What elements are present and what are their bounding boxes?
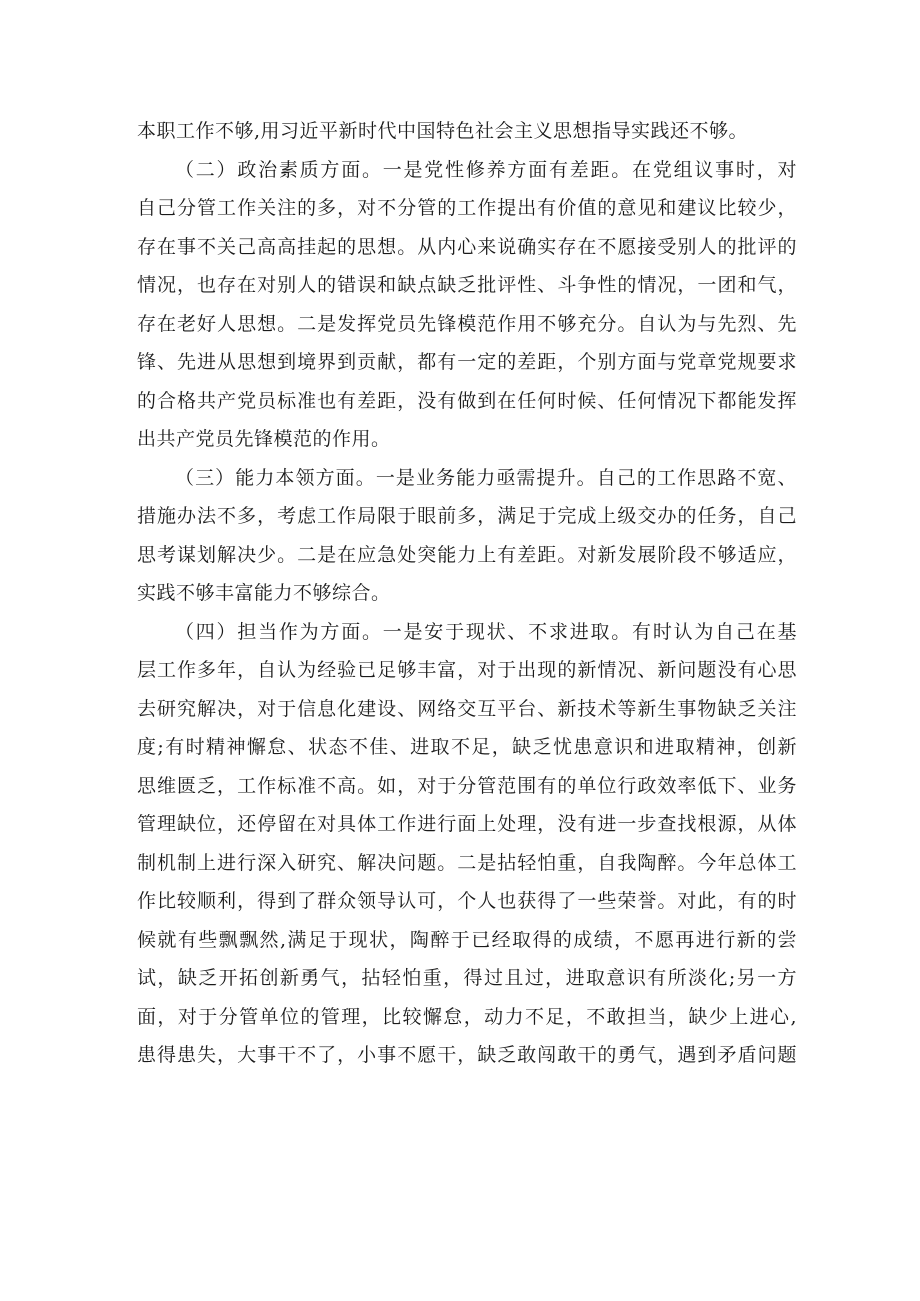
text-line: 去研究解决，对于信息化建设、网络交互平台、新技术等新生事物缺乏关注 [137,697,797,720]
text-line: 实践不够丰富能力不够综合。 [137,582,391,604]
text-line: 候就有些飘飘然,满足于现状，陶醉于已经取得的成绩，不愿再进行新的尝 [137,928,797,951]
text-line: 试，缺乏开拓创新勇气，拈轻怕重，得过且过，进取意识有所淡化;另一方 [137,967,797,989]
text-line: 度;有时精神懈怠、状态不佳、进取不足，缺乏忧患意识和进取精神，创新 [137,736,797,758]
text-line: 存在老好人思想。二是发挥党员先锋模范作用不够充分。自认为与先烈、先 [137,312,797,335]
text-line: 思考谋划解决少。二是在应急处突能力上有差距。对新发展阶段不够适应， [137,543,797,566]
text-line: 制机制上进行深入研究、解决问题。二是拈轻怕重，自我陶醉。今年总体工 [137,851,797,874]
text-line: 措施办法不多，考虑工作局限于眼前多，满足于完成上级交办的任务，自己 [137,505,797,527]
text-line: 出共产党员先锋模范的作用。 [137,428,391,450]
text-line: 面，对于分管单位的管理，比较懈怠，动力不足，不敢担当，缺少上进心, [137,1005,797,1028]
text-line: 情况，也存在对别人的错误和缺点缺乏批评性、斗争性的情况，一团和气， [137,274,797,296]
text-line: 思维匮乏，工作标准不高。如，对于分管范围有的单位行政效率低下、业务 [137,774,797,797]
document-page [137,112,797,1075]
text-line: 锋、先进从思想到境界到贡献，都有一定的差距，个别方面与党章党规要求 [137,351,797,373]
text-line: （三）能力本领方面。一是业务能力亟需提升。自己的工作思路不宽、 [175,466,797,489]
text-line: （二）政治素质方面。一是党性修养方面有差距。在党组议事时，对 [175,158,797,181]
paragraph-continuation [137,112,797,151]
text-line: 管理缺位，还停留在对具体工作进行面上处理，没有进一步查找根源，从体 [137,813,797,835]
text-line: 自己分管工作关注的多，对不分管的工作提出有价值的意见和建议比较少， [137,197,797,219]
text-line: （四）担当作为方面。一是安于现状、不求进取。有时认为自己在基 [175,620,797,643]
text-line: 患得患失，大事干不了，小事不愿干，缺乏敢闯敢干的勇气，遇到矛盾问题 [137,1044,797,1066]
paragraph-responsibility [137,613,797,1075]
text-line: 的合格共产党员标准也有差距，没有做到在任何时候、任何情况下都能发挥 [137,389,797,412]
text-line: 存在事不关己高高挂起的思想。从内心来说确实存在不愿接受别人的批评的 [137,235,797,258]
paragraph-political-quality [137,151,797,459]
paragraph-ability [137,459,797,613]
text-line: 本职工作不够,用习近平新时代中国特色社会主义思想指导实践还不够。 [137,120,749,142]
text-line: 层工作多年，自认为经验已足够丰富，对于出现的新情况、新问题没有心思 [137,659,797,681]
text-line: 作比较顺利，得到了群众领导认可，个人也获得了一些荣誉。对此，有的时 [137,890,797,912]
